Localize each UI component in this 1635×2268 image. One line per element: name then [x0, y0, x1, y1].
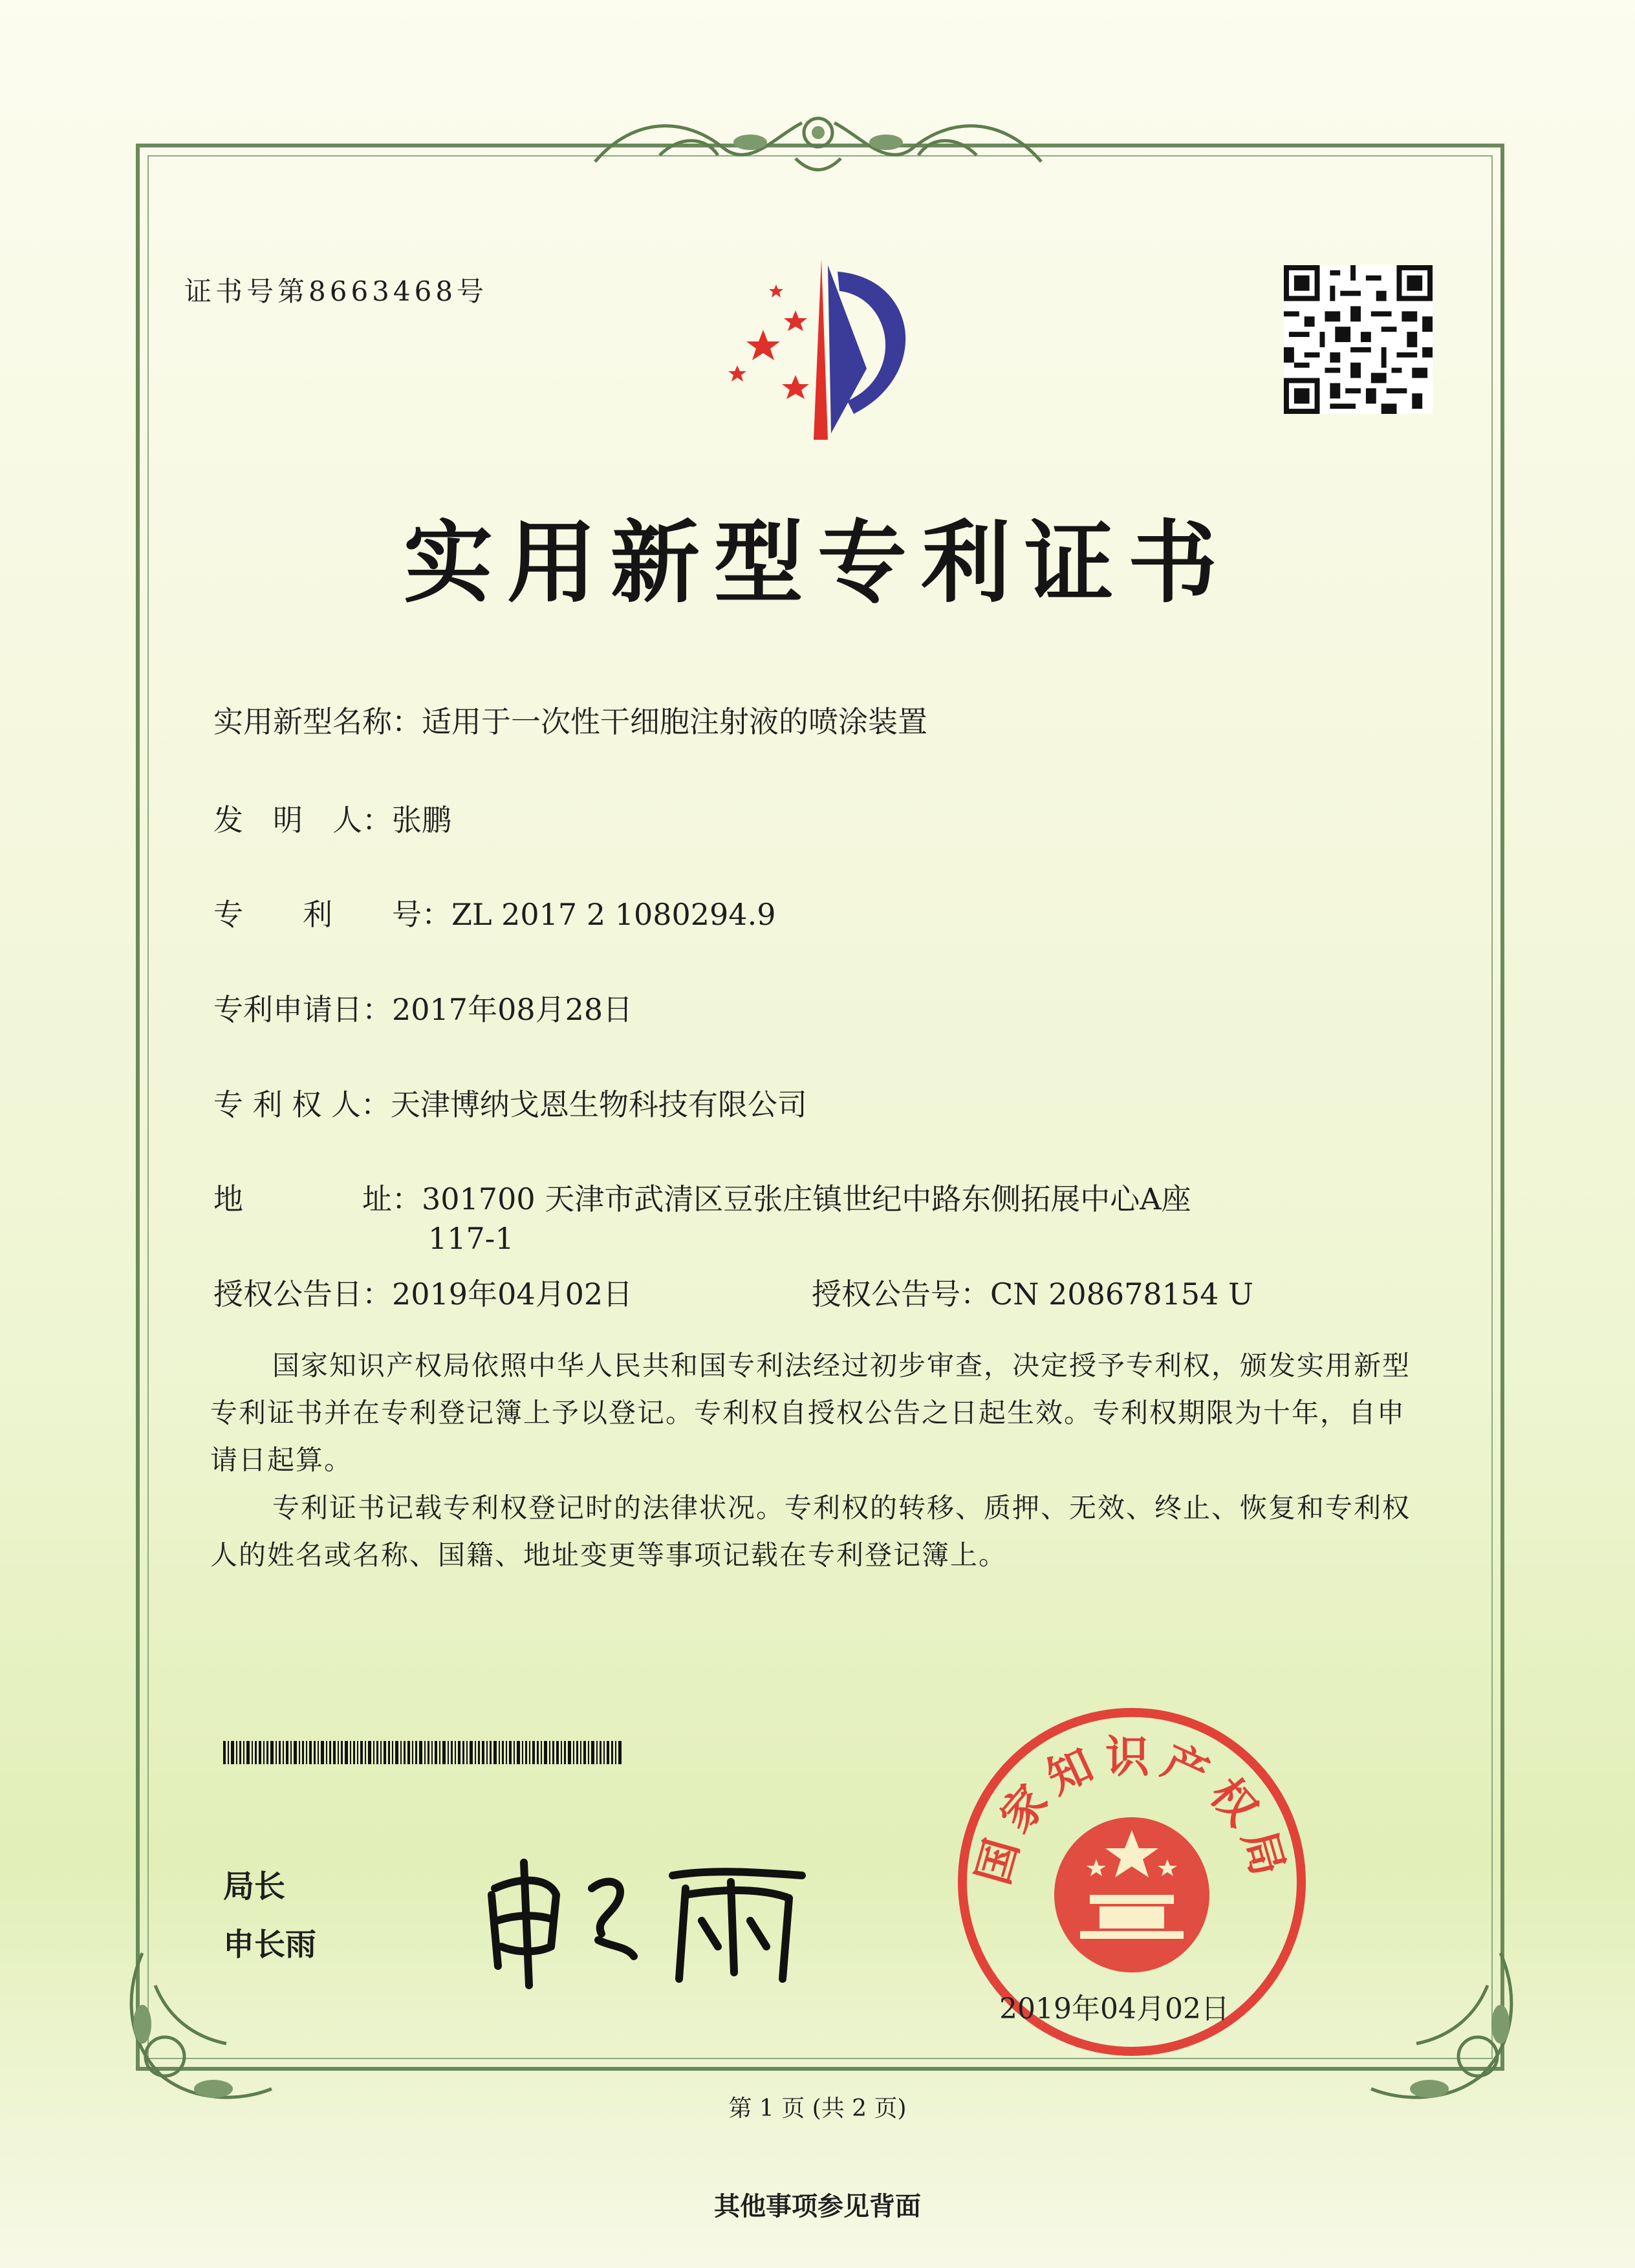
filing-date-label: 专利申请日： — [213, 992, 392, 1027]
address-value-line2: 117-1 — [428, 1221, 514, 1256]
grant-number-row — [812, 1271, 1253, 1313]
grant-number-value: CN 208678154 U — [990, 1277, 1253, 1312]
qr-code-icon — [1284, 265, 1433, 414]
address-label: 地 址： — [213, 1182, 422, 1216]
inventor-label: 发 明 人： — [213, 803, 392, 837]
grant-date-value: 2019年04月02日 — [392, 1277, 633, 1312]
patent-number-label: 专 利 号： — [213, 897, 451, 932]
grant-date-label: 授权公告日： — [213, 1277, 392, 1312]
utility-model-name-label: 实用新型名称： — [213, 704, 422, 739]
director-name: 申长雨 — [223, 1927, 317, 1963]
filing-date-value: 2017年08月28日 — [392, 992, 633, 1027]
utility-model-name-value: 适用于一次性干细胞注射液的喷涂装置 — [422, 704, 927, 739]
patent-number-row — [213, 891, 775, 934]
director-signature-icon — [479, 1850, 828, 1992]
legal-paragraph-2: 专利证书记载专利权登记时的法律状况。专利权的转移、质押、无效、终止、恢复和专利权人的姓名或名称、国籍、地址变更等事项记载在专利登记簿上。 — [210, 1492, 1411, 1571]
svg-text:国家知识产权局: 国家知识产权局 — [968, 1732, 1296, 1890]
seal-date: 2019年04月02日 — [999, 1993, 1229, 2025]
address-row — [213, 1176, 1191, 1218]
grant-date-row — [213, 1271, 633, 1313]
patentee-value: 天津博纳戈恩生物科技有限公司 — [390, 1087, 807, 1122]
filing-date-row — [213, 986, 633, 1029]
legal-paragraph-1: 国家知识产权局依照中华人民共和国专利法经过初步审查，决定授予专利权，颁发实用新型专利证书并在专利登记簿上予以登记。专利权自授权公告之日起生效。专利权期限为十年，自申请日起算。 — [210, 1350, 1411, 1476]
certificate-number: 证书号第8663468号 — [184, 275, 488, 307]
patent-number-value: ZL 2017 2 1080294.9 — [451, 897, 776, 932]
top-ornament-icon — [582, 97, 1054, 181]
grant-number-label: 授权公告号： — [812, 1277, 990, 1312]
utility-model-name-row — [213, 698, 927, 741]
inventor-row — [213, 797, 451, 839]
barcode-icon — [223, 1741, 624, 1764]
back-note: 其他事项参见背面 — [714, 2191, 921, 2221]
address-value-line1: 301700 天津市武清区豆张庄镇世纪中路东侧拓展中心A座 — [422, 1182, 1191, 1216]
inventor-value: 张鹏 — [392, 803, 451, 837]
patentee-row — [213, 1081, 807, 1124]
cnipa-logo-icon — [698, 252, 944, 446]
certificate-title: 实用新型专利证书 — [403, 510, 1231, 615]
page-number: 第 1 页 (共 2 页) — [728, 2095, 907, 2122]
director-title: 局长 — [223, 1868, 286, 1905]
patentee-label: 专 利 权 人： — [213, 1087, 391, 1122]
